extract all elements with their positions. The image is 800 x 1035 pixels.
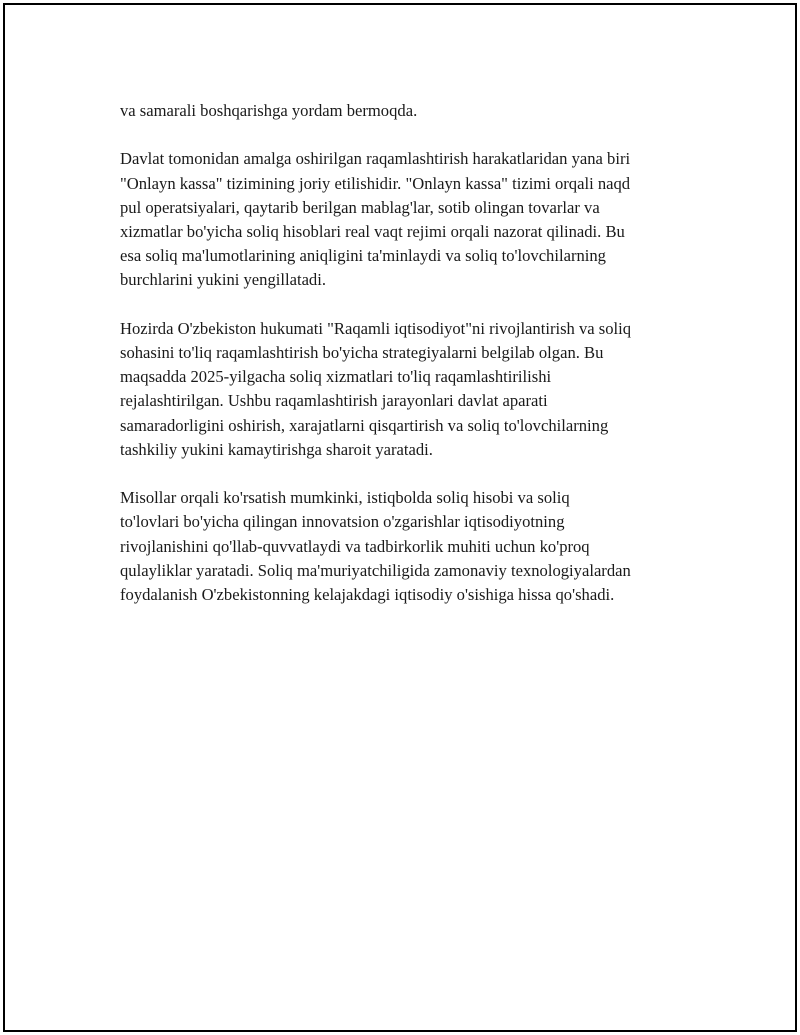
text-line: xizmatlar bo'yicha soliq hisoblari real vaqt rejimi orqali nazorat qilinadi. Bu bbox=[120, 222, 625, 241]
text-line: va samarali boshqarishga yordam bermoqda. bbox=[120, 101, 418, 120]
text-line: Hozirda O'zbekiston hukumati "Raqamli iqtisodiyot"ni rivojlantirish va soliq bbox=[120, 318, 632, 338]
document-page bbox=[3, 3, 797, 1032]
text-line: to'lovlari bo'yicha qilingan innovatsion o'zgarishlar iqtisodiyotning bbox=[120, 512, 565, 532]
text-line: Davlat tomonidan amalga oshirilgan raqamlashtirish harakatlaridan yana biri bbox=[120, 149, 631, 169]
paragraph-3 bbox=[120, 317, 700, 462]
text-line: tashkiliy yukini kamaytirishga sharoit yaratadi. bbox=[120, 439, 433, 459]
text-line: "Onlayn kassa" tizimining joriy etilishidir. "Onlayn kassa" tizimi orqali naqd bbox=[120, 173, 631, 193]
text-line: foydalanish O'zbekistonning kelajakdagi iqtisodiy o'sishiga hissa qo'shadi. bbox=[120, 585, 615, 605]
text-line: samaradorligini oshirish, xarajatlarni qisqartirish va soliq to'lovchilarning bbox=[120, 415, 609, 435]
text-line: Misollar orqali ko'rsatish mumkinki, istiqbolda soliq hisobi va soliq bbox=[120, 488, 570, 508]
paragraph-1 bbox=[120, 99, 700, 123]
text-line: qulayliklar yaratadi. Soliq ma'muriyatchiligida zamonaviy texnologiyalardan bbox=[120, 560, 631, 580]
text-line: esa soliq ma'lumotlarining aniqligini ta'minlaydi va soliq to'lovchilarning bbox=[120, 246, 606, 266]
text-line: burchlarini yukini yengillatadi. bbox=[120, 270, 326, 290]
text-line: rejalashtirilgan. Ushbu raqamlashtirish jarayonlari davlat aparati bbox=[120, 391, 548, 411]
text-line: maqsadda 2025-yilgacha soliq xizmatlari to'liq raqamlashtirilishi bbox=[120, 367, 552, 387]
text-line: sohasini to'liq raqamlashtirish bo'yicha strategiyalarni belgilab olgan. Bu bbox=[120, 343, 604, 362]
paragraph-4 bbox=[120, 486, 700, 607]
text-line: rivojlanishini qo'llab-quvvatlaydi va tadbirkorlik muhiti uchun ko'proq bbox=[120, 536, 590, 556]
text-line: pul operatsiyalari, qaytarib berilgan mablag'lar, sotib olingan tovarlar va bbox=[120, 197, 600, 217]
document-body bbox=[120, 99, 700, 631]
paragraph-2 bbox=[120, 147, 700, 292]
